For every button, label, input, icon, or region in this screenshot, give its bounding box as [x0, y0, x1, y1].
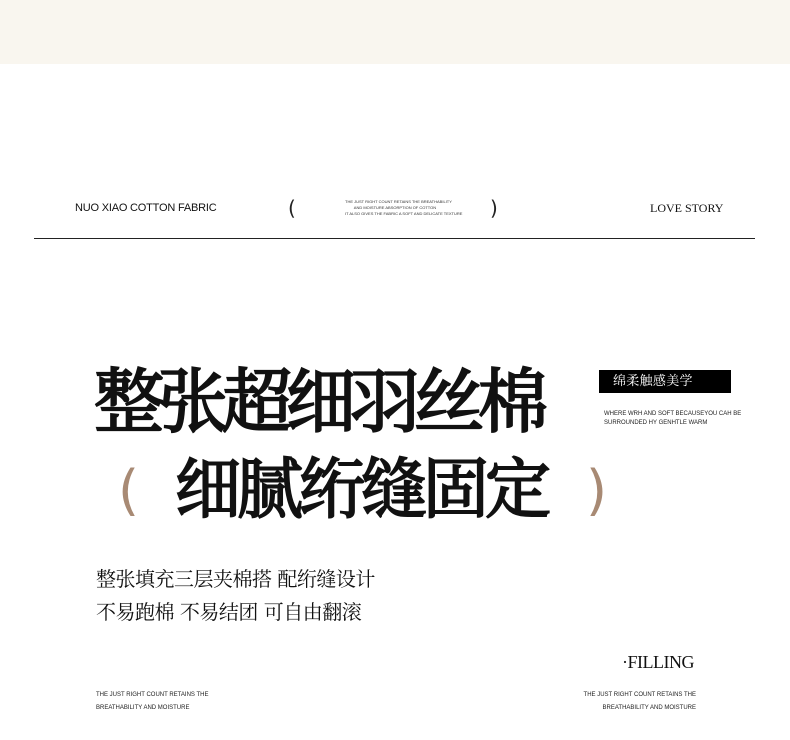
- bracket-close: ): [586, 459, 608, 522]
- love-story-label: LOVE STORY: [650, 201, 724, 215]
- tiny-line: THE JUST RIGHT COUNT RETAINS THE BREATHABILITY: [345, 199, 452, 204]
- note-left: [96, 689, 208, 715]
- note-line: THE JUST RIGHT COUNT RETAINS THE: [583, 692, 696, 698]
- top-band: [0, 0, 790, 64]
- headline: 整张超细羽丝棉: [94, 361, 542, 443]
- filling-label: ·FILLING: [622, 652, 694, 672]
- note-line: BREATHABILITY AND MOISTURE: [96, 705, 190, 711]
- paren-open: (: [288, 196, 296, 220]
- tag-label: 绵柔触感美学: [599, 370, 731, 393]
- brand-label: NUO XIAO COTTON FABRIC: [75, 202, 217, 214]
- tiny-line: IT ALSO GIVES THE FABRIC A SOFT AND DELICATE TEXTURE: [345, 211, 463, 216]
- subheadline: 细腻绗缝固定: [175, 451, 547, 528]
- note-right: [570, 689, 696, 715]
- tag-desc-line: WHERE WRH AND SOFT BECAUSEYOU CAH BE: [604, 411, 742, 417]
- tag-description: [604, 410, 741, 428]
- divider-line: [34, 238, 755, 239]
- bracket-open: (: [118, 459, 140, 522]
- note-line: THE JUST RIGHT COUNT RETAINS THE: [96, 692, 209, 698]
- body-line-1: 整张填充三层夹棉搭 配绗缝设计: [96, 567, 375, 591]
- body-line-2: 不易跑棉 不易结团 可自由翻滚: [96, 600, 362, 624]
- paren-close: ): [490, 196, 498, 220]
- tag-desc-line: SURROUNDED HY GENHTLE WARM: [604, 420, 708, 426]
- tiny-line: AND MOISTURE ABSORPTION OF COTTON: [353, 205, 437, 210]
- tiny-description: [345, 199, 463, 217]
- note-line: BREATHABILITY AND MOISTURE: [602, 705, 696, 711]
